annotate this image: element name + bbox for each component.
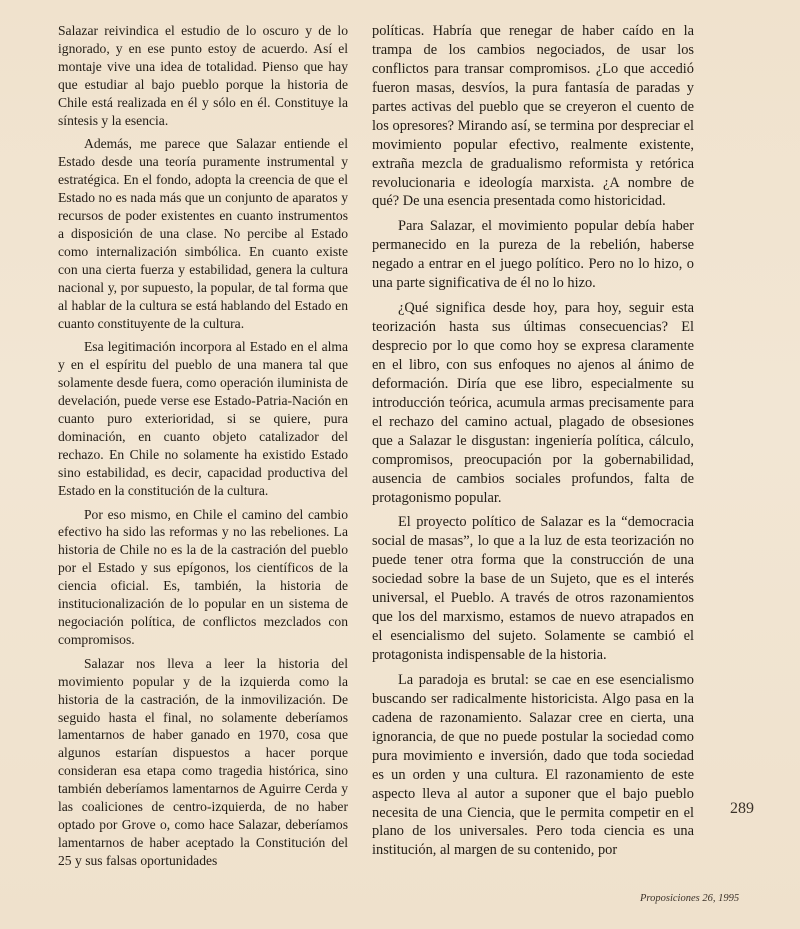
- left-text-column: [58, 22, 348, 870]
- paragraph: Salazar nos lleva a leer la historia del movimiento popular y de la izquierda como la historia de la castración, de la inmovilización. De seguido hasta el final, no solamente deberíamos lamentarnos de haber ganado en 1970, cosa que algunos estarían dispuestos a hacer porque consideran esa etapa como tragedia histórica, sino también deberíamos lamentarnos de Aguirre Cerda y las coaliciones de centro-izquierda, de no haber optado por Grove o, como hace Salazar, deberíamos lamentarnos de haber aceptado la Constitución del 25 y sus falsas oportunidades: [58, 655, 348, 868]
- paragraph: Por eso mismo, en Chile el camino del cambio efectivo ha sido las reformas y no las rebeliones. La historia de Chile no es la de la castración del pueblo por el Estado y sus epígonos, los científicos de la ciencia oficial. Es, también, la historia de institucionalización de lo popular en un sistema de negociación política, de conflictos mezclados con compromisos.: [58, 506, 348, 647]
- paragraph: La paradoja es brutal: se cae en ese esencialismo buscando ser radicalmente historicista. Algo pasa en la cadena de razonamiento. Salazar cree en cierta, una ignorancia, de que no puede postular la sociedad como pura movimiento e inversión, dado que toda sociedad es un orden y una cultura. El razonamiento de este aspecto lleva al autor a suponer que el bajo pueblo necesita de una Ciencia, que le permita competir en el plano de los universales. Pero toda ciencia es una institución, al margen de su contenido, por: [372, 671, 694, 859]
- paragraph: Para Salazar, el movimiento popular debía haber permanecido en la pureza de la rebelión, haberse negado a entrar en el juego político. Pero no lo hizo, o una parte significativa de él no lo hizo.: [372, 218, 694, 292]
- paragraph: Salazar reivindica el estudio de lo oscuro y de lo ignorado, y en ese punto estoy de acuerdo. Así el montaje vive una idea de totalidad. Pienso que hay que estudiar al bajo pueblo porque la historia de Chile está realizada en él y sólo en él. Constituye la síntesis y la esencia.: [58, 23, 348, 128]
- paragraph: políticas. Habría que renegar de haber caído en la trampa de los cambios negociados, de usar los conflictos para transar compromisos. ¿Lo que accedió fueron masas, desvíos, la pura fantasía de paradas y partes activas del pueblo que se creyeron el cuento de los opresores? Mirando así, se termina por despreciar el movimiento popular efectivo, realmente existente, extraña mezcla de gradualismo reformista y retórica revolucionaria e ideología marxista. ¿A nombre de qué? De una esencia presentada como historicidad.: [372, 23, 694, 210]
- paragraph: ¿Qué significa desde hoy, para hoy, seguir esta teorización hasta sus últimas consecuencias? El desprecio por lo que como hoy se expresa claramente en el libro, con sus enfoques no ajenos al ánimo de deformación. Diría que ese libro, especialmente su introducción teórica, acumula armas precisamente para el rechazo del camino actual, plagado de obsesiones que a Salazar le disgustan: ingeniería política, cálculo, compromisos, preocupación por la gobernabilidad, ausencia de cambios sociales profundos, falta de protagonismo popular.: [372, 300, 694, 506]
- paragraph: Esa legitimación incorpora al Estado en el alma y en el espíritu del pueblo de una manera tal que solamente desde fuera, como operación iluminista de develación, puede verse ese Estado-Patria-Nación en cuanto puro exterioridad, si se quiere, pura dominación, en cuanto objeto catalizador del rechazo. En Chile no solamente ha existido Estado sino estabilidad, es decir, capacidad productiva del Estado en la constitución de la cultura.: [58, 339, 348, 498]
- running-footer: Proposiciones 26, 1995: [640, 893, 740, 904]
- page-number: 289: [730, 800, 754, 817]
- paragraph: El proyecto político de Salazar es la “democracia social de masas”, lo que a la luz de esta teorización no puede tener otra forma que la construcción de una sociedad sobre la base de un Sujeto, que es el interés universal, el Pueblo. A través de otros razonamientos que los del marxismo, estamos de nuevo atrapados en el esencialismo del sujeto. Solamente se cambió el protagonista indispensable de la historia.: [372, 514, 694, 663]
- right-text-column: [372, 22, 694, 860]
- paragraph: Además, me parece que Salazar entiende el Estado desde una teoría puramente instrumental y estratégica. En el fondo, adopta la creencia de que el Estado no es nada más que un conjunto de aparatos y recursos de poder existentes en cuanto instrumentos a disposición de una clase. No percibe al Estado como internalización simbólica. En cuanto existe con una cierta fuerza y estabilidad, genera la cultura nacional y, por supuesto, la popular, de tal forma que al hablar de la cultura se está hablando del Estado en cuanto constituyente de la cultura.: [58, 136, 348, 331]
